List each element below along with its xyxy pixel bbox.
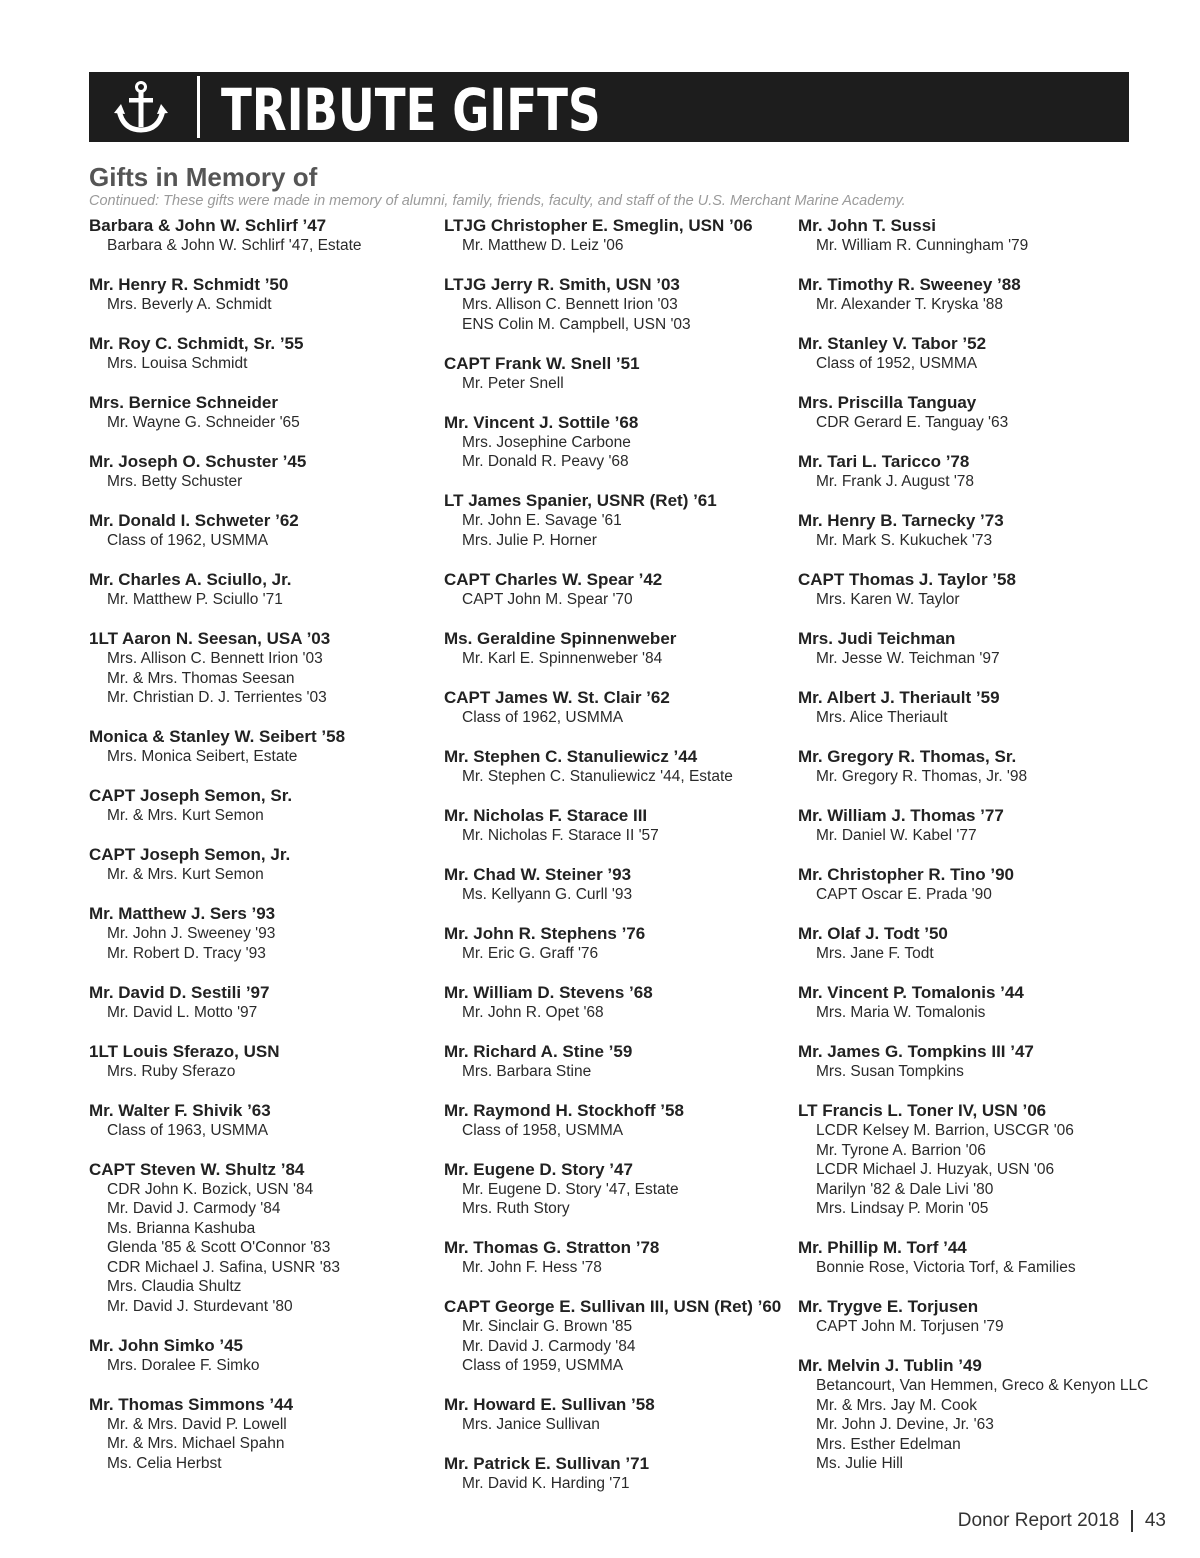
honoree-name: Mrs. Priscilla Tanguay	[798, 393, 977, 412]
tribute-entry	[444, 1454, 789, 1494]
donor-name: CAPT Oscar E. Prada '90	[816, 886, 992, 903]
donor-name: Mr. Peter Snell	[462, 374, 564, 392]
footer-divider	[1131, 1510, 1133, 1532]
honoree-name: CAPT Frank W. Snell ’51	[444, 353, 640, 373]
honoree-name: Mr. Donald I. Schweter ’62	[89, 511, 299, 530]
donor-name: Mr. & Mrs. David P. Lowell	[107, 1415, 287, 1433]
donor-name: ENS Colin M. Campbell, USN '03	[462, 315, 691, 333]
honoree-name: Barbara & John W. Schlirf ’47	[89, 216, 327, 235]
honoree-name: Mr. Christopher R. Tino ’90	[798, 865, 1014, 884]
section-subtitle: Continued: These gifts were made in memory of alumni, family, friends, faculty, and staff of the U.S. Merchant Marine Academy.	[89, 193, 906, 209]
tribute-entry	[798, 334, 1143, 374]
tribute-entry	[798, 1101, 1143, 1219]
tribute-entry	[444, 688, 789, 728]
donor-name: Mrs. Ruth Story	[462, 1200, 570, 1217]
donor-name: Mr. David K. Harding '71	[462, 1475, 630, 1492]
honoree-name: CAPT Joseph Semon, Jr.	[89, 845, 291, 864]
donor-name: Mr. Wayne G. Schneider '65	[107, 414, 300, 431]
tribute-entry	[89, 727, 434, 767]
tribute-entry	[444, 747, 789, 787]
tribute-entry	[798, 1297, 1143, 1337]
donor-name: Mr. & Mrs. Kurt Semon	[107, 866, 264, 883]
donor-name: Mrs. Maria W. Tomalonis	[816, 1004, 986, 1021]
tribute-entry	[89, 1101, 434, 1141]
honoree-name: Mr. Gregory R. Thomas, Sr.	[798, 747, 1017, 766]
tribute-entry	[444, 1160, 789, 1219]
donor-name: Ms. Julie Hill	[816, 1455, 903, 1472]
donor-name: Mr. Daniel W. Kabel '77	[816, 827, 977, 844]
donor-name: LCDR Michael J. Huzyak, USN '06	[816, 1161, 1055, 1178]
honoree-name: Mr. Melvin J. Tublin ’49	[798, 1356, 982, 1375]
donor-name: Mr. Matthew P. Sciullo '71	[107, 591, 283, 608]
donor-name: Mr. Gregory R. Thomas, Jr. '98	[816, 768, 1028, 785]
honoree-name: Mr. Thomas Simmons ’44	[89, 1394, 294, 1414]
donor-name: Mr. Christian D. J. Terrientes '03	[107, 689, 327, 706]
donor-name: Class of 1958, USMMA	[462, 1121, 624, 1139]
donor-name: Mr. & Mrs. Kurt Semon	[107, 807, 264, 824]
honoree-name: Mr. William D. Stevens ’68	[444, 982, 653, 1002]
honoree-name: Mr. David D. Sestili ’97	[89, 982, 270, 1002]
donor-name: Mrs. Betty Schuster	[107, 473, 243, 490]
donor-name: Mrs. Jane F. Todt	[816, 945, 934, 962]
tribute-entry	[444, 629, 789, 669]
donor-name: Mr. John E. Savage '61	[462, 512, 622, 529]
donor-name: Mrs. Alice Theriault	[816, 709, 948, 726]
donor-name: Mrs. Julie P. Horner	[462, 531, 597, 549]
honoree-name: Mr. John R. Stephens ’76	[444, 923, 646, 943]
tribute-entry	[89, 1395, 434, 1474]
honoree-name: LTJG Christopher E. Smeglin, USN ’06	[444, 216, 753, 235]
tribute-entry	[444, 216, 789, 256]
donor-name: Mrs. Louisa Schmidt	[107, 355, 248, 372]
donor-name: Bonnie Rose, Victoria Torf, & Families	[816, 1259, 1076, 1276]
honoree-name: Ms. Geraldine Spinnenweber	[444, 628, 677, 648]
tribute-entry	[89, 983, 434, 1023]
tribute-entry	[798, 924, 1143, 964]
donor-name: Mr. Jesse W. Teichman '97	[816, 650, 1000, 667]
tribute-entry	[444, 1395, 789, 1435]
honoree-name: Mr. Phillip M. Torf ’44	[798, 1238, 967, 1257]
donor-name: CDR Michael J. Safina, USNR '83	[107, 1258, 340, 1276]
donor-name: Mr. Sinclair G. Brown '85	[462, 1318, 633, 1335]
donor-name: Mrs. Monica Seibert, Estate	[107, 748, 298, 765]
donor-name: Class of 1963, USMMA	[107, 1121, 269, 1139]
tribute-entry	[444, 1101, 789, 1141]
donor-name: Mr. Stephen C. Stanuliewicz '44, Estate	[462, 767, 733, 785]
donor-name: Mrs. Susan Tompkins	[816, 1063, 964, 1080]
tribute-entry	[89, 511, 434, 551]
honoree-name: CAPT George E. Sullivan III, USN (Ret) ’60	[444, 1297, 782, 1316]
donor-name: Mr. David J. Carmody '84	[462, 1337, 636, 1355]
tribute-entry	[798, 688, 1143, 728]
tribute-entry	[89, 904, 434, 963]
donor-name: Class of 1962, USMMA	[462, 708, 624, 726]
donor-name: Mr. William R. Cunningham '79	[816, 237, 1029, 254]
donor-name: CAPT John M. Torjusen '79	[816, 1318, 1004, 1335]
tribute-entry	[798, 511, 1143, 551]
tribute-entry	[798, 629, 1143, 669]
tribute-entry	[798, 570, 1143, 610]
donor-name: Mrs. Barbara Stine	[462, 1062, 592, 1080]
donor-name: Mr. Eric G. Graff '76	[462, 944, 599, 962]
donor-name: Ms. Kellyann G. Curll '93	[462, 885, 633, 903]
donor-name: Mr. Donald R. Peavy '68	[462, 453, 629, 470]
banner-divider	[197, 76, 200, 138]
tribute-entry	[444, 865, 789, 905]
honoree-name: Mr. Henry B. Tarnecky ’73	[798, 511, 1004, 530]
donor-name: CDR Gerard E. Tanguay '63	[816, 414, 1009, 431]
donor-name: Class of 1952, USMMA	[816, 355, 978, 372]
tribute-entry	[444, 1238, 789, 1278]
tribute-entry	[444, 1297, 789, 1376]
honoree-name: Mr. Stanley V. Tabor ’52	[798, 334, 987, 353]
donor-name: Mrs. Karen W. Taylor	[816, 591, 960, 608]
honoree-name: Mr. Henry R. Schmidt ’50	[89, 275, 289, 294]
honoree-name: CAPT James W. St. Clair ’62	[444, 687, 670, 707]
tribute-entry	[798, 275, 1143, 315]
donor-name: Mrs. Ruby Sferazo	[107, 1062, 236, 1080]
tribute-entry	[89, 216, 434, 256]
tribute-entry	[89, 452, 434, 492]
tribute-entry	[444, 275, 789, 334]
donor-name: Mr. Robert D. Tracy '93	[107, 944, 266, 962]
page-footer	[958, 1510, 1166, 1532]
donor-name: Mrs. Janice Sullivan	[462, 1416, 600, 1433]
honoree-name: Mr. William J. Thomas ’77	[798, 806, 1004, 825]
honoree-name: Mr. Matthew J. Sers ’93	[89, 904, 276, 923]
tribute-entry	[444, 570, 789, 610]
honoree-name: Mrs. Bernice Schneider	[89, 393, 278, 412]
donor-name: Mr. Matthew D. Leiz '06	[462, 237, 624, 254]
tribute-column-3	[798, 216, 1149, 1493]
tribute-entry	[444, 354, 789, 394]
tribute-entry	[798, 393, 1143, 433]
donor-name: Mrs. Claudia Shultz	[107, 1278, 242, 1295]
honoree-name: Mr. Vincent P. Tomalonis ’44	[798, 983, 1024, 1002]
honoree-name: Mr. Nicholas F. Starace III	[444, 805, 648, 825]
section-title: Gifts in Memory of	[89, 162, 318, 192]
tribute-entry	[444, 806, 789, 846]
donor-name: Mr. John J. Sweeney '93	[107, 925, 276, 942]
honoree-name: Mr. Tari L. Taricco ’78	[798, 452, 970, 471]
honoree-name: Mrs. Judi Teichman	[798, 629, 956, 648]
footer-report-title: Donor Report 2018	[957, 1510, 1120, 1531]
donor-name: Mr. Karl E. Spinnenweber '84	[462, 649, 663, 667]
donor-name: Mr. Frank J. August '78	[816, 473, 975, 490]
donor-name: Mr. John R. Opet '68	[462, 1003, 604, 1021]
honoree-name: Mr. Joseph O. Schuster ’45	[89, 452, 307, 471]
tribute-entry	[89, 334, 434, 374]
donor-name: Mrs. Allison C. Bennett Irion '03	[462, 296, 678, 313]
donor-name: Mr. Mark S. Kukuchek '73	[816, 532, 993, 549]
tribute-column-2	[444, 216, 789, 1513]
honoree-name: Monica & Stanley W. Seibert ’58	[89, 727, 346, 746]
honoree-name: Mr. Vincent J. Sottile ’68	[444, 412, 639, 432]
donor-name: Mrs. Beverly A. Schmidt	[107, 296, 272, 313]
honoree-name: 1LT Louis Sferazo, USN	[89, 1041, 280, 1061]
tribute-entry	[89, 629, 434, 708]
tribute-entry	[444, 924, 789, 964]
tribute-entry	[444, 413, 789, 472]
tribute-entry	[798, 1042, 1143, 1082]
honoree-name: Mr. John T. Sussi	[798, 216, 936, 235]
tribute-entry	[798, 747, 1143, 787]
honoree-name: Mr. Stephen C. Stanuliewicz ’44	[444, 746, 698, 766]
honoree-name: Mr. Richard A. Stine ’59	[444, 1041, 633, 1061]
honoree-name: LT James Spanier, USNR (Ret) ’61	[444, 491, 717, 510]
tribute-entry	[444, 1042, 789, 1082]
tribute-entry	[89, 1336, 434, 1376]
honoree-name: Mr. Eugene D. Story ’47	[444, 1159, 633, 1179]
tribute-entry	[798, 983, 1143, 1023]
tribute-entry	[89, 786, 434, 826]
donor-name: Marilyn '82 & Dale Livi '80	[816, 1180, 994, 1198]
donor-name: Mr. Tyrone A. Barrion '06	[816, 1141, 986, 1159]
banner-title: TRIBUTE GIFTS	[221, 76, 601, 144]
honoree-name: Mr. Patrick E. Sullivan ’71	[444, 1454, 650, 1473]
donor-name: Mrs. Doralee F. Simko	[107, 1356, 260, 1374]
tribute-entry	[798, 806, 1143, 846]
donor-name: Mr. John J. Devine, Jr. '63	[816, 1416, 994, 1433]
honoree-name: Mr. Roy C. Schmidt, Sr. ’55	[89, 334, 304, 353]
donor-name: Mr. Nicholas F. Starace II '57	[462, 826, 659, 844]
honoree-name: CAPT Joseph Semon, Sr.	[89, 786, 293, 805]
tribute-entry	[798, 216, 1143, 256]
honoree-name: Mr. John Simko ’45	[89, 1335, 243, 1355]
donor-name: Ms. Brianna Kashuba	[107, 1219, 256, 1237]
honoree-name: Mr. Chad W. Steiner ’93	[444, 864, 632, 884]
donor-name: Mr. John F. Hess '78	[462, 1259, 602, 1276]
donor-name: Betancourt, Van Hemmen, Greco & Kenyon LLC	[816, 1377, 1149, 1394]
donor-name: Mr. & Mrs. Michael Spahn	[107, 1435, 285, 1452]
donor-name: Mr. David L. Motto '97	[107, 1003, 258, 1021]
donor-name: Barbara & John W. Schlirf '47, Estate	[107, 237, 362, 254]
donor-name: Mr. & Mrs. Thomas Seesan	[107, 669, 295, 687]
donor-name: Mr. Eugene D. Story '47, Estate	[462, 1180, 679, 1198]
tribute-entry	[89, 1042, 434, 1082]
donor-name: LCDR Kelsey M. Barrion, USCGR '06	[816, 1122, 1074, 1139]
tribute-entry	[798, 1356, 1149, 1474]
donor-name: Mr. Alexander T. Kryska '88	[816, 296, 1004, 313]
honoree-name: Mr. Olaf J. Todt ’50	[798, 924, 948, 943]
tribute-entry	[89, 570, 434, 610]
tribute-entry	[444, 491, 789, 550]
donor-name: Ms. Celia Herbst	[107, 1454, 222, 1472]
donor-name: Mrs. Lindsay P. Morin '05	[816, 1200, 989, 1217]
honoree-name: 1LT Aaron N. Seesan, USA ’03	[89, 629, 331, 648]
honoree-name: Mr. Thomas G. Stratton ’78	[444, 1238, 660, 1257]
honoree-name: Mr. Charles A. Sciullo, Jr.	[89, 570, 292, 589]
honoree-name: LT Francis L. Toner IV, USN ’06	[798, 1101, 1047, 1120]
honoree-name: Mr. Trygve E. Torjusen	[798, 1297, 979, 1316]
tribute-column-1	[89, 216, 434, 1493]
page-number: 43	[1144, 1510, 1166, 1531]
donor-name: Mr. David J. Sturdevant '80	[107, 1297, 293, 1315]
anchor-icon	[113, 80, 169, 136]
tribute-entry	[89, 275, 434, 315]
honoree-name: Mr. Raymond H. Stockhoff ’58	[444, 1100, 684, 1120]
tribute-entry	[444, 983, 789, 1023]
tribute-entry	[89, 393, 434, 433]
donor-name: CAPT John M. Spear '70	[462, 590, 633, 608]
tribute-entry	[798, 1238, 1143, 1278]
honoree-name: Mr. Howard E. Sullivan ’58	[444, 1395, 655, 1414]
honoree-name: Mr. Walter F. Shivik ’63	[89, 1100, 271, 1120]
honoree-name: Mr. Albert J. Theriault ’59	[798, 688, 1000, 707]
tribute-entry	[798, 452, 1143, 492]
honoree-name: Mr. James G. Tompkins III ’47	[798, 1042, 1034, 1061]
tribute-entry	[89, 845, 434, 885]
donor-name: Mrs. Josephine Carbone	[462, 433, 631, 451]
donor-name: Mrs. Esther Edelman	[816, 1435, 961, 1453]
honoree-name: CAPT Steven W. Shultz ’84	[89, 1159, 305, 1179]
donor-name: Class of 1962, USMMA	[107, 532, 269, 549]
honoree-name: Mr. Timothy R. Sweeney ’88	[798, 275, 1021, 294]
donor-name: Mr. David J. Carmody '84	[107, 1200, 281, 1217]
tribute-entry	[798, 865, 1143, 905]
donor-name: Class of 1959, USMMA	[462, 1357, 624, 1374]
honoree-name: CAPT Thomas J. Taylor ’58	[798, 570, 1016, 589]
honoree-name: CAPT Charles W. Spear ’42	[444, 569, 663, 589]
donor-name: Mr. & Mrs. Jay M. Cook	[816, 1396, 978, 1414]
donor-name: Glenda '85 & Scott O'Connor '83	[107, 1239, 331, 1256]
page-banner	[89, 72, 1129, 142]
tribute-entry	[89, 1160, 434, 1317]
honoree-name: LTJG Jerry R. Smith, USN ’03	[444, 275, 680, 294]
donor-name: CDR John K. Bozick, USN '84	[107, 1180, 314, 1198]
donor-name: Mrs. Allison C. Bennett Irion '03	[107, 650, 323, 667]
